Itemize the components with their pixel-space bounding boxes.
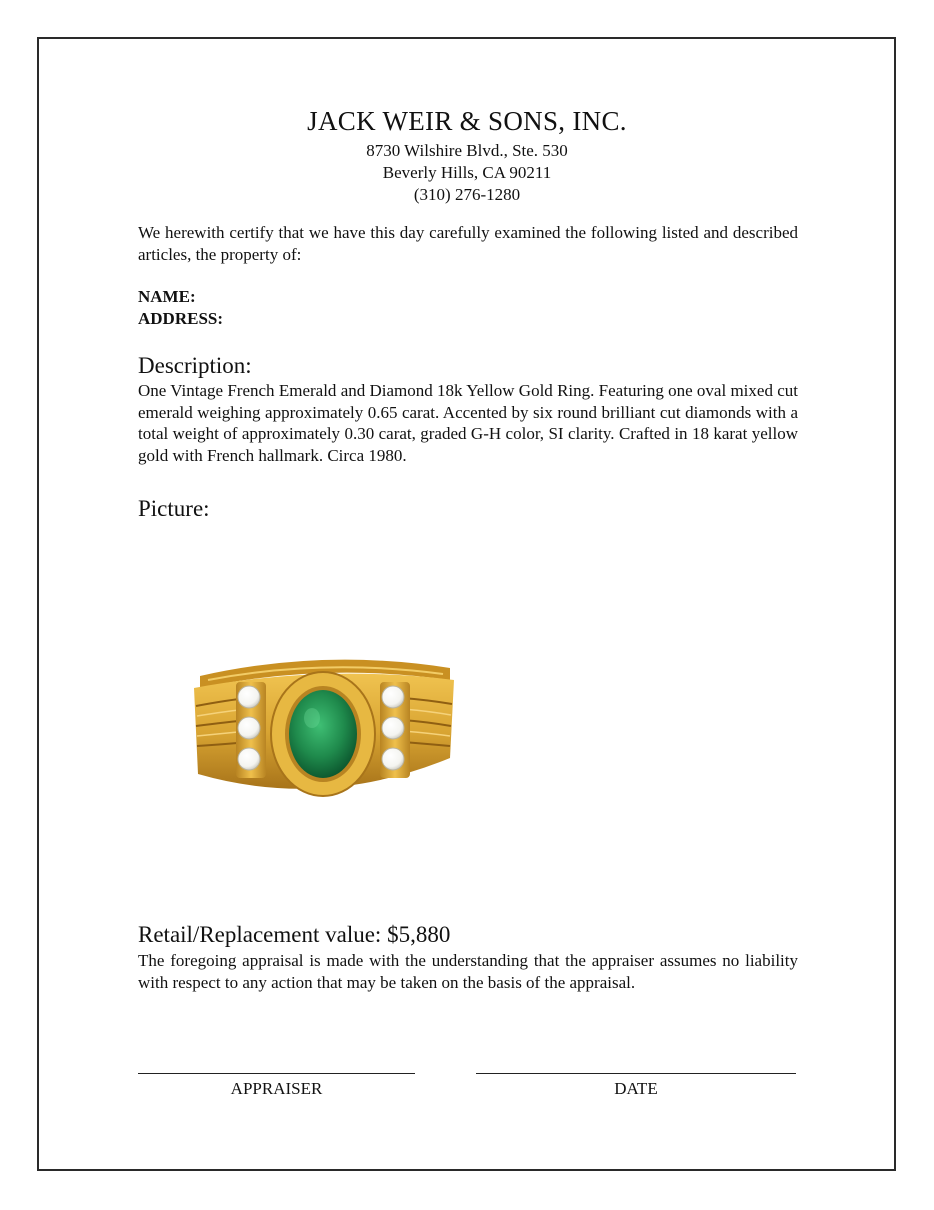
document-border bbox=[37, 37, 896, 1171]
owner-fields bbox=[138, 286, 798, 329]
company-name: JACK WEIR & SONS, INC. bbox=[307, 106, 627, 136]
description-title: Description: bbox=[138, 353, 252, 378]
certification-intro: We herewith certify that we have this day carefully examined the following listed and described articles, the property of: bbox=[138, 223, 798, 264]
company-address-line2: Beverly Hills, CA 90211 bbox=[382, 163, 552, 182]
date-signature-line bbox=[476, 1073, 796, 1099]
date-label: DATE bbox=[614, 1079, 658, 1098]
name-label: NAME: bbox=[138, 287, 196, 306]
description-text: One Vintage French Emerald and Diamond 18k Yellow Gold Ring. Featuring one oval mixed cut emerald weighing approximately 0.65 carat. Accented by six round brilliant cut diamonds with a total weight of approximately 0.30 carat, graded G-H color, SI clarity. Crafted in 18 karat yellow gold with French hallmark. Circa 1980. bbox=[138, 381, 798, 465]
company-header bbox=[0, 104, 934, 206]
address-label: ADDRESS: bbox=[138, 308, 224, 328]
appraiser-signature-line bbox=[138, 1073, 415, 1099]
retail-value: Retail/Replacement value: $5,880 bbox=[138, 922, 451, 947]
picture-title: Picture: bbox=[138, 496, 210, 521]
appraiser-label: APPRAISER bbox=[230, 1079, 323, 1098]
company-phone: (310) 276-1280 bbox=[413, 185, 521, 204]
appraisal-disclaimer: The foregoing appraisal is made with the understanding that the appraiser assumes no liability with respect to any action that may be taken on the basis of the appraisal. bbox=[138, 951, 798, 992]
company-address-line1: 8730 Wilshire Blvd., Ste. 530 bbox=[366, 141, 568, 160]
ring-image bbox=[188, 640, 458, 810]
